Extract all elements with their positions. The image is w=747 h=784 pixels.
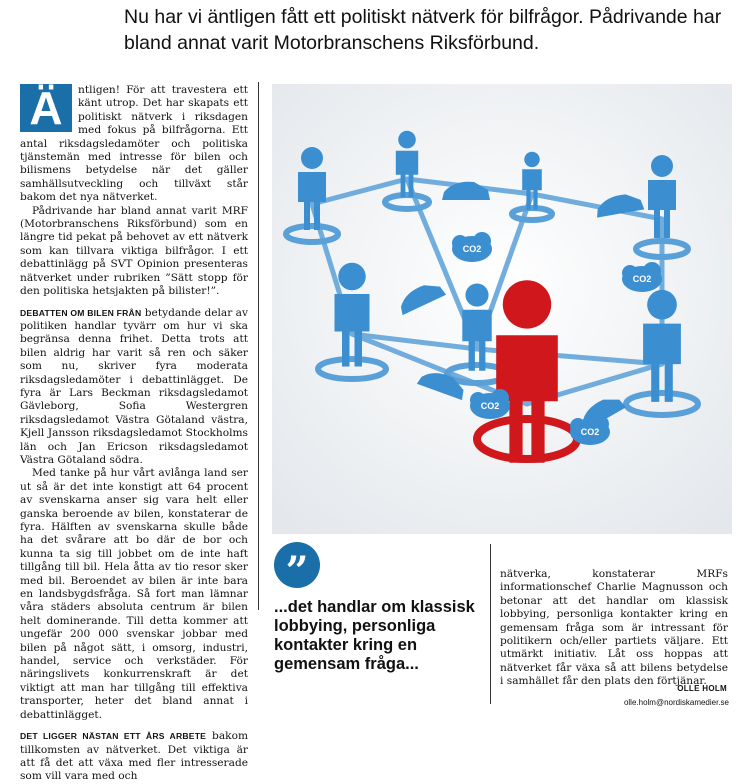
co2-label: CO2 <box>462 244 482 254</box>
network-illustration <box>272 84 732 534</box>
byline: OLLE HOLM <box>677 684 727 693</box>
run-in-heading: DET LIGGER NÄSTAN ETT ÅRS ARBETE <box>20 731 207 742</box>
paragraph-5-text: bakom tillkomsten av nätverket. Det viktiga är att få det att växa med fler intresserade som vill vara med och <box>20 730 248 783</box>
column-divider <box>258 82 259 610</box>
paragraph-4: Med tanke på hur vårt avlånga land ser ut så är det inte konstigt att 64 procent av svenskarna anser sig vara helt eller ganska beroende av bilen, konstaterar de fyra. Hälften av svenskarna skulle både ha det svårare att bo där de bor och kunna ta sig till jobbet om de inte haft tillgång till bil. Hela åtta av tio resor sker med bil. Beroendet av bilen är inte bara en landsbygdsfråga. Så fort man lämnar våra städers absoluta centrum är bilen helt dominerande. Till detta kommer att ungefär 200 000 svenskar jobbar med bilen på något sätt, i omsorg, industri, handel, service och verkstäder. För näringslivets konkurrenskraft är det viktigt att man har tillgång till effektiva transporter, heter det bland annat i debattinlägget. <box>20 467 248 721</box>
ingress: Nu har vi äntligen fått ett politiskt nätverk för bilfrågor. Pådrivande har bland annat varit Motorbranschens Riksförbund. <box>124 6 722 54</box>
article-body-left <box>20 84 248 784</box>
pull-quote: ...det handlar om klassisk lobbying, personliga kontakter kring en gemensam fråga... <box>274 598 475 673</box>
paragraph-1-text: ntligen! För att travestera ett känt utrop. Det har skapats ett politiskt nätverk i riksdagen med fokus på bilfrågorna. Ett antal riksdagsledamöter och politiska tjänstemän med intresse för bilen och bilismens betydelse när det gäller samhällsutveckling och tillväxt står bakom det nya nätverket. <box>20 84 248 204</box>
quote-mark-icon: ” <box>274 542 320 588</box>
co2-label: CO2 <box>580 427 600 437</box>
author-email[interactable]: olle.holm@nordiskamedier.se <box>623 698 729 707</box>
co2-label: CO2 <box>480 401 500 411</box>
run-in-heading: DEBATTEN OM BILEN FRÅN <box>20 307 142 318</box>
paragraph-3-text: betydande delar av politiken handlar tyvärr om hur vi ska begränsa denna frihet. Detta trots att bilen aldrig har varit så ren och säker som nu, skriver fyra moderata riksdagsledamöter i debattinlägget. De fyra är Lars Beckman riksdagsledamot Gävleborg, Sofia Westergren riksdagsledamot Västra Götaland västra, Kjell Jansson riksdagsledamot Stockholms län och Jan Ericson riksdagsledamot Västra Götaland södra. <box>20 306 248 466</box>
column-divider <box>490 544 491 704</box>
paragraph-3 <box>20 307 248 468</box>
co2-label: CO2 <box>632 274 652 284</box>
paragraph-5 <box>20 730 248 784</box>
article-body-right <box>500 568 728 689</box>
paragraph-6: nätverka, konstaterar MRFs informationschef Charlie Magnusson och betonar att det handlar om klassisk lobbying, personliga kontakter kring en gemensam fråga som är intressant för politikern och/eller partiets väljare. Ett utmärkt initiativ. Låt oss hoppas att nätverket får växa så att bilens betydelse i samhället får den plats den förtjänar. <box>500 568 728 688</box>
drop-cap: Ä <box>20 84 72 132</box>
paragraph-2: Pådrivande har bland annat varit MRF (Motorbranschens Riksförbund) som en längre tid pekat på behovet av ett nätverk som kan tillvara viktiga bilfrågor. I ett debattinlägg på SVT Opinion presenteras nätverket under rubriken ”Sätt stopp för den politiska hetsjakten på bilister!”. <box>20 204 248 298</box>
paragraph-1 <box>20 84 248 205</box>
